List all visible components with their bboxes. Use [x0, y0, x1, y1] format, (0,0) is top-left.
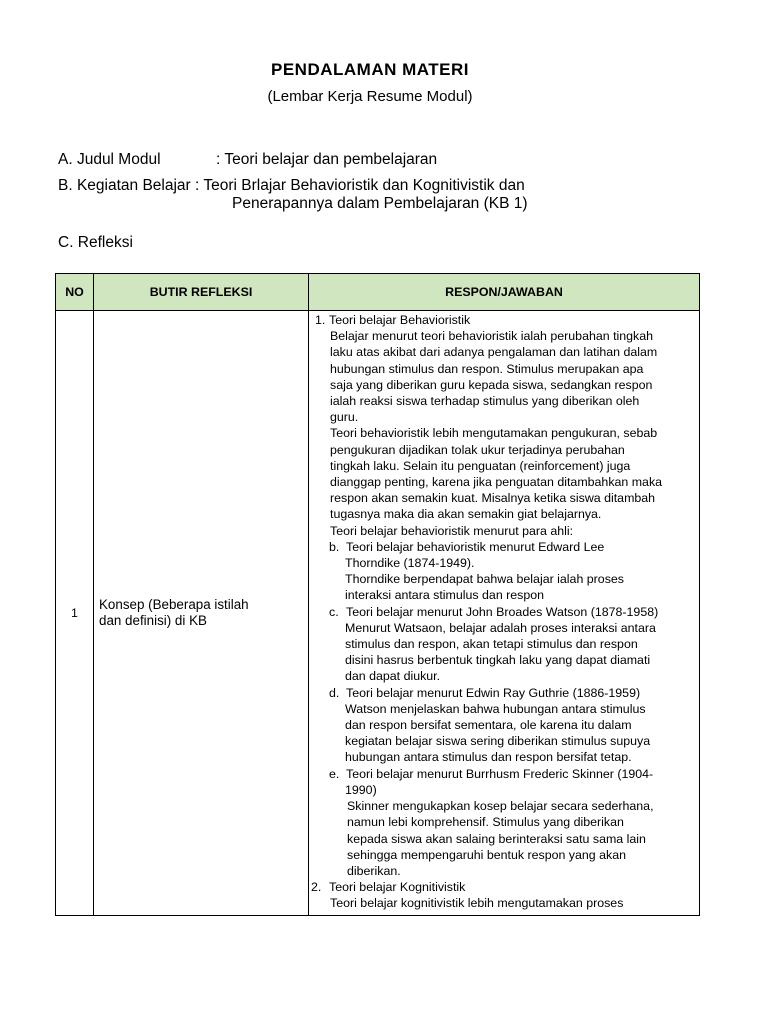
response-line [315, 539, 693, 555]
module-title-line [58, 151, 437, 169]
response-line [315, 636, 693, 652]
header-no: NO [56, 274, 94, 311]
response-line [315, 701, 693, 717]
response-text: Thorndike berpendapat bahwa belajar ialah proses [345, 572, 624, 587]
response-line [315, 312, 693, 328]
list-marker: 1. [315, 313, 326, 327]
response-cell [309, 311, 700, 916]
response-line [315, 458, 693, 474]
response-line [315, 798, 693, 814]
list-marker: b. [329, 539, 340, 554]
response-line [315, 814, 693, 830]
response-line [315, 587, 693, 603]
response-line [315, 749, 693, 765]
response-line [315, 782, 693, 798]
response-text: saja yang diberikan guru kepada siswa, sedangkan respon [330, 377, 653, 392]
response-text: sehingga mempengaruhi bentuk respon yang akan [347, 847, 626, 862]
response-line [315, 571, 693, 587]
table-row [56, 311, 700, 916]
list-marker: e. [329, 766, 340, 781]
list-marker: c. [329, 604, 339, 619]
learning-activity-label: B. Kegiatan Belajar [58, 177, 191, 194]
learning-activity-value-1: : Teori Brlajar Behavioristik dan Kognitivistik dan [195, 177, 525, 194]
reflection-item [94, 311, 309, 916]
response-line [315, 442, 693, 458]
response-line [315, 863, 693, 879]
reflection-item-line-1: Konsep (Beberapa istilah [99, 597, 249, 612]
response-text: 1990) [345, 782, 377, 797]
response-text: Menurut Watsaon, belajar adalah proses interaksi antara [345, 620, 656, 635]
response-text: stimulus dan respon, akan tetapi stimulus dan respon [345, 637, 638, 652]
response-line [315, 685, 693, 701]
response-text: namun lebi komprehensif. Stimulus yang diberikan [347, 815, 624, 830]
response-line [315, 766, 693, 782]
header-respon-jawaban: RESPON/JAWABAN [309, 274, 700, 311]
response-text: respon akan semakin kuat. Misalnya ketika siswa ditambah [330, 491, 656, 506]
response-line [315, 393, 693, 409]
response-line [315, 344, 693, 360]
response-line [315, 523, 693, 539]
response-text: Teori belajar Kognitivistik [329, 880, 466, 895]
response-line [315, 425, 693, 441]
response-line [315, 652, 693, 668]
response-text: tingkah laku. Selain itu penguatan (reinforcement) juga [330, 458, 631, 473]
response-text: Teori belajar menurut John Broades Watson (1878-1958) [346, 604, 659, 619]
response-text: dan dapat diukur. [345, 669, 441, 684]
response-text: dan respon bersifat sementara, ole karena itu dalam [345, 718, 632, 733]
response-line [315, 717, 693, 733]
list-marker: d. [329, 685, 340, 700]
response-line [315, 506, 693, 522]
response-text: Skinner mengukapkan kosep belajar secara sederhana, [347, 799, 654, 814]
document-title: PENDALAMAN MATERI [270, 60, 469, 79]
response-text: laku atas akibat dari adanya pengalaman dan latihan dalam [330, 345, 658, 360]
response-line [315, 847, 693, 863]
response-text: Watson menjelaskan bahwa hubungan antara stimulus [345, 701, 646, 716]
response-line [311, 879, 693, 895]
response-text: hubungan stimulus dan respon. Stimulus merupakan apa [330, 361, 644, 376]
reflection-heading: C. Refleksi [58, 234, 133, 251]
response-line [315, 474, 693, 490]
response-text: interaksi antara stimulus dan respon [345, 588, 545, 603]
response-text: hubungan antara stimulus dan respon bersifat tetap. [345, 750, 632, 765]
response-text: Teori behavioristik lebih mengutamakan pengukuran, sebab [330, 426, 658, 441]
response-line [315, 895, 693, 911]
response-text: Teori belajar behavioristik menurut Edward Lee [346, 539, 605, 554]
response-text: Teori belajar kognitivistik lebih mengutamakan proses [330, 896, 624, 911]
learning-activity-value-2: Penerapannya dalam Pembelajaran (KB 1) [232, 195, 528, 212]
header-butir-refleksi: BUTIR REFLEKSI [94, 274, 309, 311]
response-line [315, 490, 693, 506]
response-line [315, 668, 693, 684]
response-text: tugasnya maka dia akan semakin giat belajarnya. [330, 507, 602, 522]
response-text: Teori belajar Behavioristik [329, 313, 471, 327]
response-text: Teori belajar menurut Burrhusm Frederic Skinner (1904- [346, 766, 654, 781]
module-title-label: A. Judul Modul [58, 151, 161, 168]
response-line [315, 831, 693, 847]
response-text: Teori belajar menurut Edwin Ray Guthrie (1886-1959) [346, 685, 641, 700]
reflection-item-line-2: dan definisi) di KB [99, 613, 207, 628]
response-line [315, 555, 693, 571]
response-text: Teori belajar behavioristik menurut para ahli: [330, 523, 574, 538]
response-text: dianggap penting, karena jika penguatan ditambahkan maka [330, 475, 663, 490]
response-text: pengukuran dijadikan tolak ukur terjadinya perubahan [330, 442, 625, 457]
response-line [315, 604, 693, 620]
response-text: diberikan. [347, 863, 401, 878]
module-title-value: : Teori belajar dan pembelajaran [216, 151, 438, 168]
response-line [315, 733, 693, 749]
response-text: Thorndike (1874-1949). [345, 556, 475, 571]
response-line [315, 620, 693, 636]
response-line [315, 328, 693, 344]
response-text: ialah reaksi siswa terhadap stimulus yang diberikan oleh [330, 394, 640, 409]
document-subtitle: (Lembar Kerja Resume Modul) [267, 88, 473, 105]
row-number: 1 [56, 311, 94, 916]
list-marker: 2. [311, 880, 322, 895]
response-text: kegiatan belajar siswa sering diberikan stimulus supuya [345, 734, 651, 749]
response-line [315, 409, 693, 425]
learning-activity-line [58, 177, 525, 195]
response-text: kepada siswa akan salaing berinteraksi satu sama lain [347, 831, 646, 846]
response-text: Belajar menurut teori behavioristik ialah perubahan tingkah [330, 329, 654, 344]
response-line [315, 361, 693, 377]
table-header-row [56, 274, 700, 311]
reflection-table [55, 273, 700, 916]
response-text: guru. [330, 410, 359, 425]
response-line [315, 377, 693, 393]
response-text: disini hasrus berbentuk tingkah laku yang dapat diamati [345, 653, 651, 668]
